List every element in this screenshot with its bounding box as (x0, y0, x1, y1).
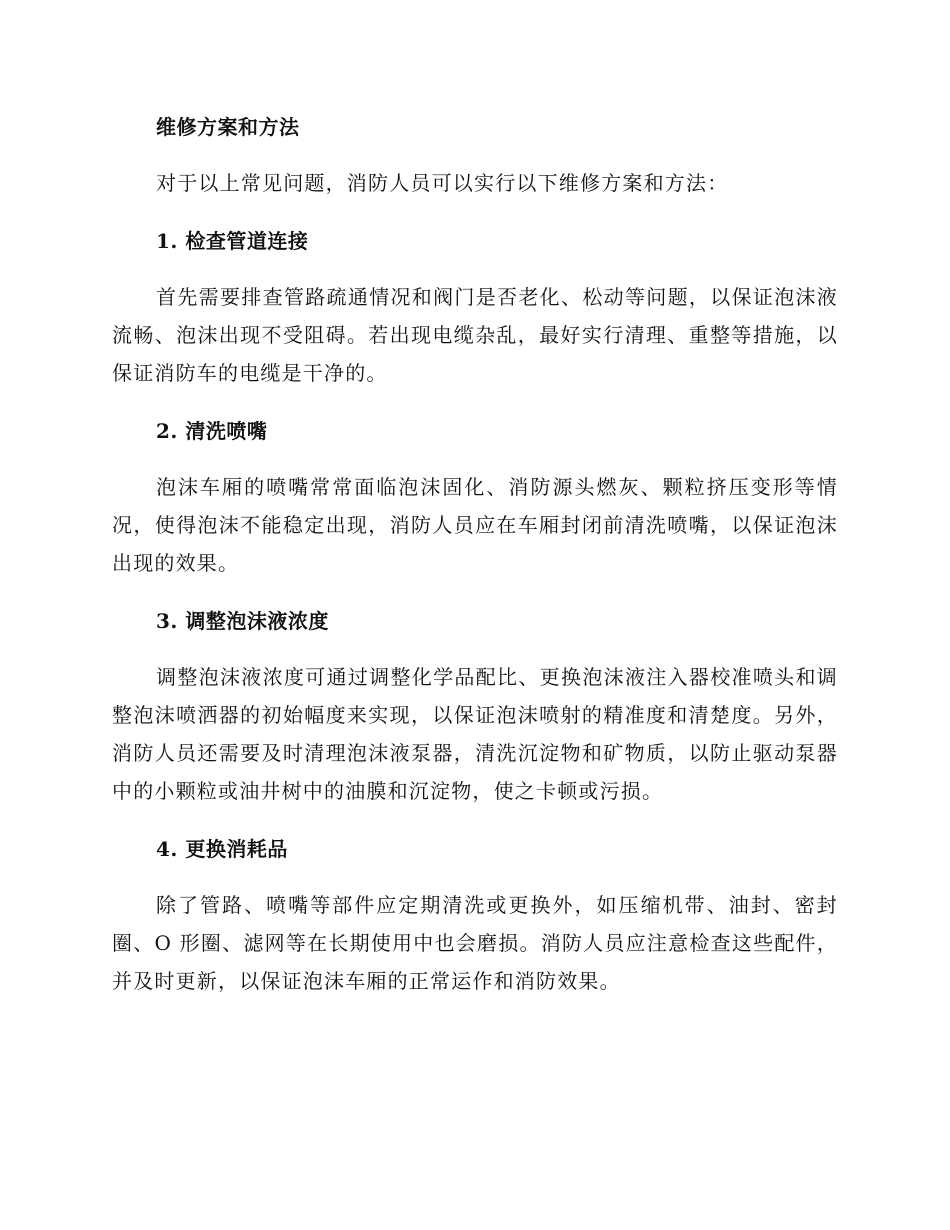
section-body-4: 除了管路、喷嘴等部件应定期清洗或更换外，如压缩机带、油封、密封圈、O 形圈、滤网等在长期使用中也会磨损。消防人员应注意检查这些配件，并及时更新，以保证泡沫车厢的正常运作和消防效果。 (112, 893, 838, 993)
document-title: 维修方案和方法 (156, 115, 300, 139)
section-body-1: 首先需要排查管路疏通情况和阀门是否老化、松动等问题，以保证泡沫液流畅、泡沫出现不受阻碍。若出现电缆杂乱，最好实行清理、重整等措施，以保证消防车的电缆是干净的。 (112, 285, 838, 385)
section-body-2: 泡沫车厢的喷嘴常常面临泡沫固化、消防源头燃灰、颗粒挤压变形等情况，使得泡沫不能稳定出现，消防人员应在车厢封闭前清洗喷嘴，以保证泡沫出现的效果。 (112, 475, 838, 575)
document-page (112, 108, 838, 1020)
intro-paragraph: 对于以上常见问题，消防人员可以实行以下维修方案和方法： (156, 171, 729, 195)
section-heading-4: 4. 更换消耗品 (156, 837, 288, 861)
section-heading-2: 2. 清洗喷嘴 (156, 419, 268, 443)
section-heading-3: 3. 调整泡沫液浓度 (156, 609, 329, 633)
section-heading-1: 1. 检查管道连接 (156, 229, 309, 253)
section-body-3: 调整泡沫液浓度可通过调整化学品配比、更换泡沫液注入器校准喷头和调整泡沫喷洒器的初始幅度来实现，以保证泡沫喷射的精准度和清楚度。另外，消防人员还需要及时清理泡沫液泵器，清洗沉淀物和矿物质，以防止驱动泵器中的小颗粒或油井树中的油膜和沉淀物，使之卡顿或污损。 (112, 665, 838, 803)
